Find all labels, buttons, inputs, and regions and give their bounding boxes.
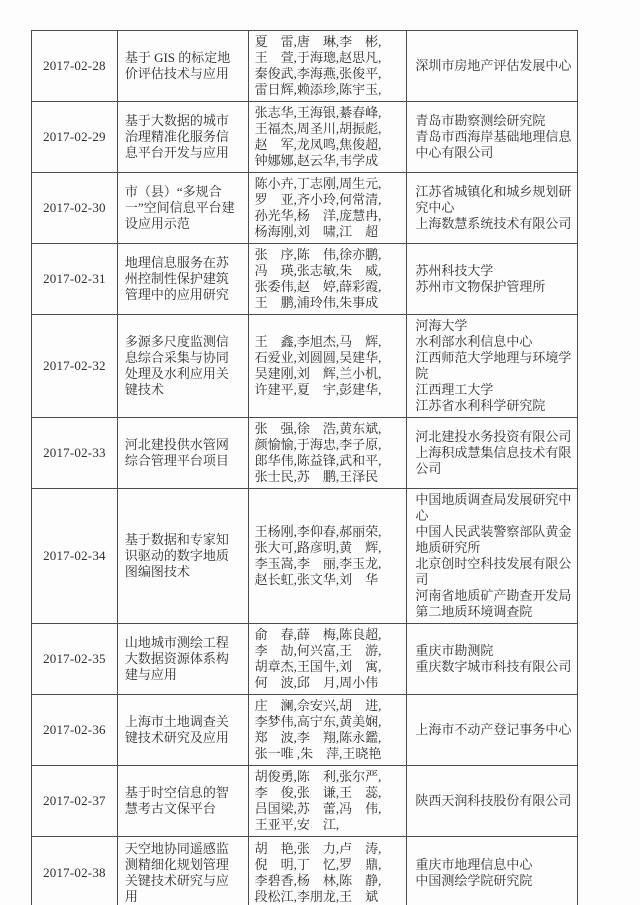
participant-names [255,34,405,98]
organizations-cell [407,837,578,905]
participants-cell [249,244,408,315]
name-line: 吴建刚,刘 辉,兰小机, [254,366,382,381]
participant-names [255,841,405,905]
name-line: 颜愉愉,于海忠,李子原, [254,437,382,452]
project-id: 2017-02-30 [43,200,106,215]
name-line: 张志华,王海银,綦春峰, [254,105,382,120]
organization-names [415,722,573,738]
organizations-cell [407,244,578,315]
organization-names [415,857,573,889]
project-title: 基于大数据的城市治理精准化服务信息平台开发与应用 [124,113,229,160]
name-line: 许建平,夏 宇,彭建华, [254,382,382,397]
participants-cell [249,418,408,489]
participants-cell [249,102,408,173]
name-line: 王杨刚,李仰春,郝丽荣, [254,524,382,539]
project-id-cell [32,489,118,624]
organization-name: 江苏省水利科学研究院 [415,398,546,413]
project-title: 地理信息服务在苏州控制性保护建筑管理中的应用研究 [124,255,229,302]
organizations-cell [407,624,578,695]
organizations-cell [407,173,578,244]
project-title: 上海市土地调查关键技术研究及应用 [124,714,229,745]
project-id-cell [32,418,118,489]
name-line: 冯 瑛,张志敏,朱 威, [254,263,382,278]
name-line: 俞 春,薛 梅,陈良超, [254,627,382,642]
name-line: 赵 军,龙凤鸣,焦俊超, [254,137,382,152]
organizations-cell [407,102,578,173]
name-line: 王亚平,安 江, [254,817,340,832]
organization-names [415,263,573,295]
organization-name: 河北建投水务投资有限公司 [415,429,572,444]
name-line: 雷日辉,赖添珍,陈宇玉, [254,82,382,97]
project-id-cell [32,31,118,102]
table-row [32,102,578,173]
organization-names [415,793,573,809]
project-title-cell [118,418,249,489]
organization-name: 苏州科技大学 [415,263,494,278]
project-title: 河北建投供水管网综合管理平台项目 [124,437,229,468]
project-title-cell [118,31,249,102]
participants-cell [249,489,408,624]
organization-names [415,58,573,74]
project-id: 2017-02-28 [43,58,106,73]
name-line: 张委伟,赵 婷,薛彩霞, [254,279,382,294]
organization-name: 江西师范大学地理与环境学院 [415,350,572,381]
project-id: 2017-02-35 [43,651,106,666]
name-line: 倪 明,丁 忆,罗 鼎, [254,857,382,872]
name-line: 秦俊武,李海燕,张俊平, [254,66,382,81]
participant-names [255,176,405,240]
table-row [32,489,578,624]
organization-name: 上海积成慧集信息技术有限公司 [415,445,572,476]
name-line: 赵长虹,张文华,刘 华 [254,572,379,587]
organization-names [415,643,573,675]
participants-cell [249,695,408,766]
organization-name: 河海大学 [415,318,468,333]
organization-name: 江苏省城镇化和城乡规划研究中心 [415,184,572,215]
organization-name: 重庆市地理信息中心 [415,857,533,872]
name-line: 王 鹏,浦玲伟,朱事成 [254,295,379,310]
participants-cell [249,173,408,244]
table-row [32,695,578,766]
table-row [32,837,578,905]
project-title: 山地城市测绘工程大数据资源体系构建与应用 [124,635,229,682]
name-line: 何 波,邱 月,周小伟 [254,675,379,690]
project-id-cell [32,837,118,905]
project-title: 基于数据和专家知识驱动的数字地质图编图技术 [124,532,229,579]
name-line: 李梦伟,高宁东,黄美娴, [254,714,382,729]
project-id-cell [32,766,118,837]
participant-names [255,769,405,833]
organization-name: 青岛市勘察测绘研究院 [415,113,546,128]
participant-names [255,334,405,398]
organization-name: 河南省地质矿产勘查开发局第二地质环境调查院 [415,588,572,619]
name-line: 王 鑫,李旭杰,马 辉, [254,334,382,349]
name-line: 张 强,徐 浩,黄东斌, [254,421,382,436]
name-line: 夏 雷,唐 琳,李 彬, [254,34,382,49]
table-row [32,315,578,418]
project-title: 基于时空信息的智慧考古文保平台 [124,785,229,816]
organization-name: 中国人民武装警察部队黄金地质研究所 [415,524,572,555]
organization-name: 中国测绘学院研究院 [415,873,533,888]
participants-cell [249,837,408,905]
project-id-cell [32,624,118,695]
project-title-cell [118,173,249,244]
organization-names [415,113,573,161]
organization-name: 青岛市西海岸基础地理信息中心有限公司 [415,129,572,160]
name-line: 陈小卉,丁志刚,周生元, [254,176,382,191]
project-id-cell [32,173,118,244]
organization-names [415,184,573,232]
project-id: 2017-02-31 [43,271,106,286]
participants-cell [249,766,408,837]
name-line: 张一唯 ,朱 萍,王晓艳 [254,746,382,761]
participant-names [255,421,405,485]
organization-name: 北京创时空科技发展有限公司 [415,556,572,587]
project-title-cell [118,837,249,905]
name-line: 郎华伟,陈益锋,武和平, [254,453,382,468]
name-line: 李 俊,张 谦,王 蕊, [254,785,382,800]
name-line: 钟娜娜,赵云华,韦学成 [254,153,379,168]
organization-name: 重庆数字城市科技有限公司 [415,659,572,674]
name-line: 张 序,陈 伟,徐亦鹏, [254,247,382,262]
participant-names [255,247,405,311]
organization-name: 江西理工大学 [415,382,494,397]
name-line: 杨海刚,刘 啸,江 超 [254,224,379,239]
project-id-cell [32,244,118,315]
project-title-cell [118,695,249,766]
project-id: 2017-02-37 [43,793,106,808]
project-id: 2017-02-36 [43,722,106,737]
participants-cell [249,624,408,695]
table-row [32,624,578,695]
name-line: 胡俊勇,陈 利,张尔严, [254,769,382,784]
project-id-cell [32,695,118,766]
organizations-cell [407,418,578,489]
organization-name: 苏州市文物保护管理所 [415,279,546,294]
name-line: 王福杰,周圣川,胡振彪, [254,121,382,136]
organizations-cell [407,489,578,624]
name-line: 胡章杰,王国牛,刘 寓, [254,659,382,674]
table-row [32,766,578,837]
project-title-cell [118,244,249,315]
projects-table [31,30,578,905]
organization-names [415,492,573,620]
name-line: 孙光华,杨 洋,庞慧冉, [254,208,382,223]
participants-cell [249,315,408,418]
project-title: 天空地协同遥感监测精细化规划管理关键技术研究与应用 [124,841,229,904]
table-row [32,244,578,315]
name-line: 罗 亚,齐小玲,何常清, [254,192,382,207]
project-id-cell [32,315,118,418]
table-row [32,31,578,102]
project-id: 2017-02-29 [43,129,106,144]
table-row [32,418,578,489]
participant-names [255,698,405,762]
participants-cell [249,31,408,102]
project-title-cell [118,624,249,695]
name-line: 段松江,李朋龙,王 斌 [254,889,379,904]
name-line: 郑 波,李 翔,陈永鑑, [254,730,382,745]
name-line: 李玉嵩,李 丽,李玉龙, [254,556,382,571]
name-line: 李 劼,何兴富,王 游, [254,643,382,658]
project-title-cell [118,489,249,624]
project-title-cell [118,102,249,173]
project-title: 多源多尺度监测信息综合采集与协同处理及水利应用关键技术 [124,334,229,397]
participant-names [255,105,405,169]
organization-name: 上海数慧系统技术有限公司 [415,216,572,231]
organization-name: 上海市不动产登记事务中心 [415,722,572,737]
organization-name: 陕西天润科技股份有限公司 [415,793,572,808]
project-title: 基于 GIS 的标定地价评估技术与应用 [124,50,231,81]
organization-names [415,429,573,477]
organization-names [415,318,573,414]
project-title: 市（县）“多规合一”空间信息平台建设应用示范 [124,184,235,231]
project-id: 2017-02-38 [43,865,106,880]
project-id: 2017-02-32 [43,358,106,373]
name-line: 李碧香,杨 林,陈 静, [254,873,382,888]
participant-names [255,524,405,588]
organizations-cell [407,695,578,766]
project-id: 2017-02-34 [43,548,106,563]
organizations-cell [407,766,578,837]
table-row [32,173,578,244]
project-title-cell [118,315,249,418]
organization-name: 重庆市勘测院 [415,643,494,658]
participant-names [255,627,405,691]
project-id-cell [32,102,118,173]
organization-name: 深圳市房地产评估发展中心 [415,58,572,73]
name-line: 庄 澜,佘安兴,胡 进, [254,698,382,713]
organizations-cell [407,31,578,102]
project-id: 2017-02-33 [43,445,106,460]
name-line: 石爱业,刘圆圆,吴建华, [254,350,382,365]
name-line: 吕国梁,苏 蕾,冯 伟, [254,801,382,816]
name-line: 张士民,苏 鹏,王泽民 [254,469,379,484]
organization-name: 中国地质调查局发展研究中心 [415,492,572,523]
organization-name: 水利部水利信息中心 [415,334,533,349]
name-line: 胡 艳,张 力,卢 涛, [254,841,382,856]
project-title-cell [118,766,249,837]
name-line: 王 萱,于海璁,赵思凡, [254,50,382,65]
name-line: 张大可,路彦明,黄 辉, [254,540,382,555]
organizations-cell [407,315,578,418]
